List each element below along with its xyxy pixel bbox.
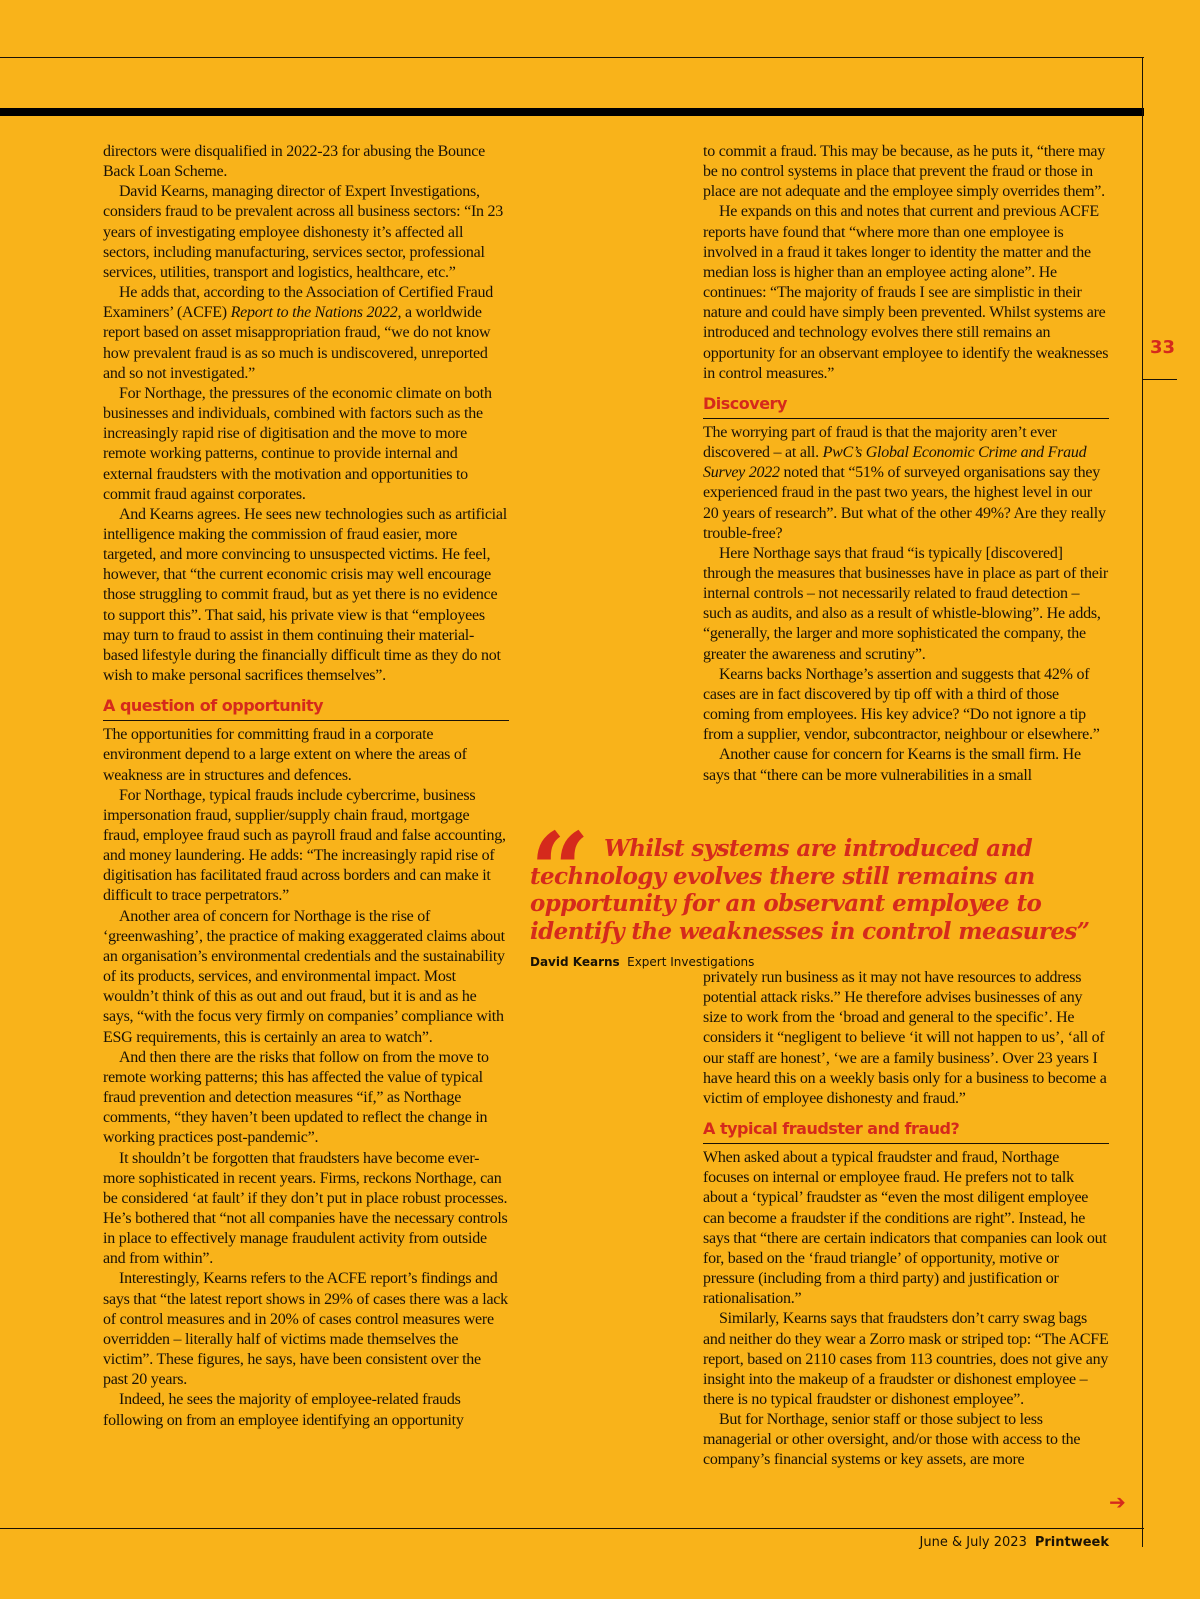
- paragraph: Another area of concern for Northage is the rise of ‘greenwashing’, the practice of making exaggerated claims about an organisation’s environmental credentials and the sustainability of its products, services, and environmental impact. Most wouldn’t think of this as out and out fraud, but it is and as he says, “with the focus very firmly on companies’ compliance with ESG requirements, this is certainly an area to watch”.: [103, 907, 505, 1046]
- paragraph: Indeed, he sees the majority of employee-related frauds following on from an employee identifying an opportunity: [103, 1391, 464, 1429]
- paragraph: privately run business as it may not have resources to address potential attack risks.” He therefore advises businesses of any size to work from the ‘broad and general to the specific’. He considers it “negligent to believe ‘it will not happen to us’, ‘all of our staff are honest’, ‘we are a family business’. Over 23 years I have heard this on a weekly basis only for a business to become a victim of employee dishonesty and fraud.”: [703, 969, 1107, 1107]
- paragraph: Kearns backs Northage’s assertion and suggests that 42% of cases are in fact discovered by tip off with a third of those coming from employees. His key advice? “Do not ignore a tip from a supplier, vendor, subcontractor, neighbour or elsewhere.”: [703, 665, 1100, 744]
- subheading-opportunity: A question of opportunity: [103, 686, 509, 721]
- page-number: 33: [1150, 337, 1176, 358]
- paragraph: And Kearns agrees. He sees new technologies such as artificial intelligence making the commission of fraud easier, more targeted, and more convincing to unsuspected victims. He feel, however, that “the current economic crisis may well encourage those struggling to commit fraud, but as yet there is no evidence to support this”. That said, his private view is that “employees may turn to fraud to assist in them continuing their material-based lifestyle during the financially difficult time as they do not wish to make personal sacrifices themselves”.: [103, 505, 507, 685]
- paragraph: Similarly, Kearns says that fraudsters don’t carry swag bags and neither do they wear a Zorro mask or striped top: “The ACFE report, based on 2110 cases from 113 countries, does not give any insight into the makeup of a fraudster or dishonest employee – there is no typical fraudster or dishonest employee”.: [703, 1310, 1109, 1408]
- paragraph: It shouldn’t be forgotten that fraudsters have become ever-more sophisticated in recent years. Firms, reckons Northage, can be considered ‘at fault’ if they don’t put in place robust processes. He’s bothered that “not all companies have the necessary controls in place to effectively manage fraudulent activity from outside and from within”.: [103, 1149, 508, 1268]
- paragraph: The worrying part of fraud is that the majority aren’t ever discovered – at all. PwC’s Global Economic Crime and Fraud Survey 2022 noted that “51% of surveyed organisations say they experienced fraud in the past two years, the highest level in our 20 years of research”. But what of the other 49%? Are they really trouble-free?: [703, 423, 1106, 542]
- paragraph: For Northage, typical frauds include cybercrime, business impersonation fraud, supplier/supply chain fraud, mortgage fraud, employee fraud such as payroll fraud and false accounting, and money laundering. He adds: “The increasingly rapid rise of digitisation has facilitated fraud across borders and can make it difficult to trace perpetrators.”: [103, 786, 506, 905]
- paragraph: When asked about a typical fraudster and fraud, Northage focuses on internal or employee fraud. He prefers not to talk about a ‘typical’ fraudster as “even the most diligent employee can become a fraudster if the conditions are right”. Instead, he says that “there are certain indicators that companies can look out for, based on the ‘fraud triangle’ of opportunity, motive or pressure (including from a third party) and justification or rationalisation.”: [703, 1149, 1107, 1308]
- right-column-top: [703, 142, 1109, 786]
- top-thick-rule: [0, 108, 1144, 116]
- paragraph: to commit a fraud. This may be because, as he puts it, “there may be no control systems in place that prevent the fraud or those in place are not adequate and the employee simply overrides them”.: [703, 143, 1105, 201]
- paragraph: directors were disqualified in 2022-23 for abusing the Bounce Back Loan Scheme.: [103, 143, 485, 181]
- paragraph: Here Northage says that fraud “is typically [discovered] through the measures that businesses have in place as part of their internal controls – not necessarily related to fraud detection – such as audits, and also as a result of whistle-blowing”. He adds, “generally, the larger and more sophisticated the company, the greater the awareness and scrutiny”.: [703, 544, 1108, 663]
- paragraph: He adds that, according to the Association of Certified Fraud Examiners’ (ACFE) Report to the Nations 2022, a worldwide report based on asset misappropriation fraud, “we do not know how prevalent fraud is as so much is undiscovered, unreported and so not investigated.”: [103, 284, 493, 382]
- paragraph: He expands on this and notes that current and previous ACFE reports have found that “where more than one employee is involved in a fraud it takes longer to identity the matter and the median loss is higher than an employee acting alone”. He continues: “The majority of frauds I see are simplistic in their nature and could have simply been prevented. Whilst systems are introduced and technology evolves there still remains an opportunity for an observant employee to identify the weaknesses in control measures.”: [703, 203, 1109, 382]
- left-column: [103, 142, 509, 1431]
- report-title: Report to the Nations 2022: [230, 304, 398, 322]
- footer: [920, 1535, 1109, 1550]
- paragraph: For Northage, the pressures of the economic climate on both businesses and individuals, combined with factors such as the increasingly rapid rise of digitisation and the move to more remote working patterns, continue to provide internal and external fraudsters with the motivation and opportunities to commit fraud against corporates.: [103, 384, 492, 503]
- right-column-bottom: [703, 968, 1109, 1471]
- pull-quote-text: Whilst systems are introduced and technology evolves there still remains an opportunity for an observant employee to identify the weaknesses in control measures” David Kearns Expert Investigations: [530, 835, 1090, 969]
- quote-mark-icon: “: [530, 809, 590, 932]
- survey-title: PwC’s Global Economic Crime and Fraud Survey 2022: [703, 444, 1087, 482]
- paragraph: Another cause for concern for Kearns is the small firm. He says that “there can be more vulnerabilities in a small: [703, 746, 1081, 784]
- pull-quote: [530, 809, 1120, 969]
- quote-author: David Kearns: [530, 955, 620, 969]
- paragraph: Interestingly, Kearns refers to the ACFE report’s findings and says that “the latest report shows in 29% of cases there was a lack of control measures and in 20% of cases control measures were overridden – literally half of victims made themselves the victim”. These figures, he says, have been consistent over the past 20 years.: [103, 1270, 508, 1389]
- paragraph: And then there are the risks that follow on from the move to remote working patterns; this has affected the value of typical fraud prevention and detection measures “if,” as Northage comments, “they haven’t been updated to reflect the change in working practices post-pandemic”.: [103, 1048, 489, 1147]
- bottom-rule: [0, 1528, 1144, 1529]
- paragraph: But for Northage, senior staff or those subject to less managerial or other oversight, and/or those with access to the company’s financial systems or key assets, are more: [703, 1411, 1081, 1469]
- page-number-rule: [1143, 379, 1177, 380]
- quote-company: Expert Investigations: [627, 955, 755, 969]
- right-margin-rule: [1142, 57, 1143, 1547]
- subheading-typical-fraudster: A typical fraudster and fraud?: [703, 1109, 1109, 1144]
- footer-date: June & July 2023: [919, 1535, 1027, 1550]
- subheading-discovery: Discovery: [703, 384, 1109, 419]
- top-thin-rule: [0, 57, 1144, 58]
- continue-arrow-icon: ➔: [1109, 1490, 1126, 1514]
- paragraph: The opportunities for committing fraud in a corporate environment depend to a large extent on where the areas of weakness are in structures and defences.: [103, 726, 467, 784]
- paragraph: David Kearns, managing director of Expert Investigations, considers fraud to be prevalent across all business sectors: “In 23 years of investigating employee dishonesty it’s affected all sectors, including manufacturing, services sector, professional services, utilities, transport and logistics, healthcare, etc.”: [103, 183, 504, 281]
- footer-brand: Printweek: [1034, 1535, 1109, 1550]
